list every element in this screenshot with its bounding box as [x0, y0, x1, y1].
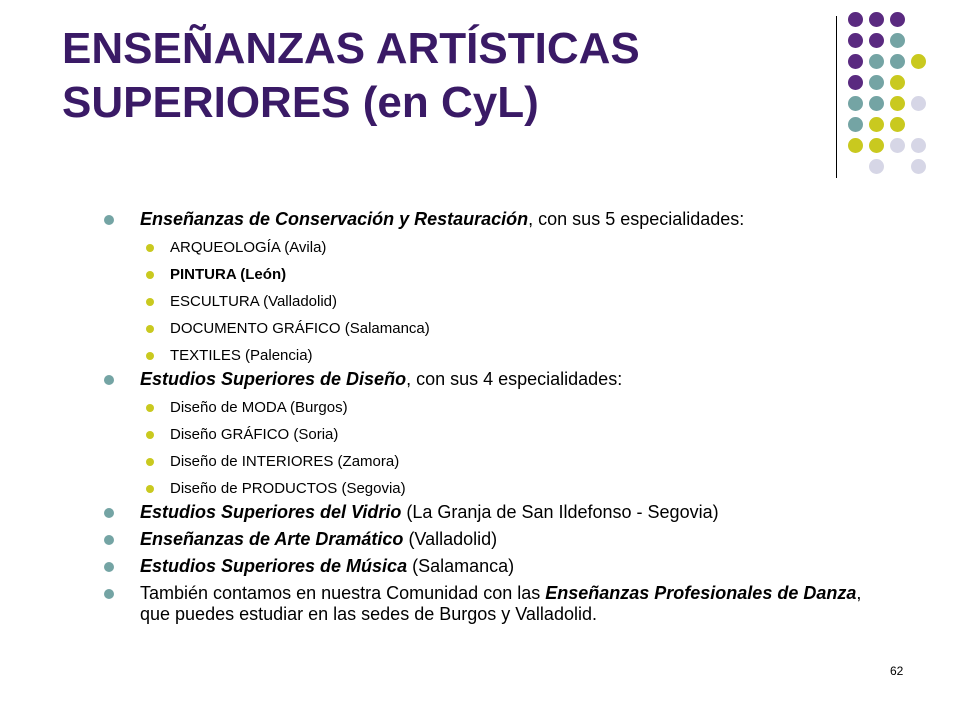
decorative-dot [848, 138, 863, 153]
item-heading: Enseñanzas de Arte Dramático [140, 529, 404, 549]
sub-item-label: ARQUEOLOGÍA (Avila) [170, 239, 327, 256]
item-heading: Estudios Superiores de Música [140, 556, 408, 576]
sub-bullet-icon [146, 485, 154, 493]
decorative-dot [869, 117, 884, 132]
sub-bullet-icon [146, 271, 154, 279]
sub-bullet-icon [146, 325, 154, 333]
decorative-dot [911, 159, 926, 174]
title-line-2: SUPERIORES (en CyL) [62, 78, 539, 127]
item-text: (Salamanca) [407, 556, 515, 576]
decorative-dot [890, 54, 905, 69]
decorative-dot [890, 33, 905, 48]
item-text: , que puedes estudiar en las sedes de Burgos y Valladolid. [140, 583, 862, 624]
sub-item-label: ESCULTURA (Valladolid) [170, 293, 337, 310]
list-item-vidrio [104, 502, 894, 523]
bullet-icon [104, 589, 114, 599]
bullet-icon [104, 562, 114, 572]
item-text: (La Granja de San Ildefonso - Segovia) [401, 502, 719, 522]
sub-item-label: Diseño de MODA (Burgos) [170, 399, 348, 416]
decorative-dot [848, 33, 863, 48]
sub-item-productos [104, 480, 894, 498]
sub-bullet-icon [146, 458, 154, 466]
bullet-icon [104, 508, 114, 518]
sub-bullet-icon [146, 352, 154, 360]
sub-item-label: TEXTILES (Palencia) [170, 347, 313, 364]
decorative-dot [869, 138, 884, 153]
decorative-dot [911, 54, 926, 69]
sub-item-arqueologia [104, 239, 894, 257]
sub-item-label: Diseño GRÁFICO (Soria) [170, 426, 339, 443]
list-item-musica [104, 556, 894, 577]
item-text: , con sus 5 especialidades: [528, 209, 745, 229]
sub-item-moda [104, 399, 894, 417]
sub-item-escultura [104, 293, 894, 311]
sub-item-interiores [104, 453, 894, 471]
list-item-conservacion [104, 209, 894, 230]
item-text: , con sus 4 especialidades: [406, 369, 623, 389]
decorative-dot [869, 96, 884, 111]
decorative-dot [890, 138, 905, 153]
sub-item-label: DOCUMENTO GRÁFICO (Salamanca) [170, 320, 430, 337]
sub-item-label: PINTURA (León) [170, 266, 287, 283]
sub-bullet-icon [146, 298, 154, 306]
bullet-icon [104, 375, 114, 385]
item-text: (Valladolid) [403, 529, 498, 549]
bullet-icon [104, 215, 114, 225]
item-heading: Estudios Superiores de Diseño [140, 369, 407, 389]
item-heading: Enseñanzas Profesionales de Danza [545, 583, 857, 603]
decorative-dot [869, 75, 884, 90]
decorative-dot [890, 12, 905, 27]
sub-item-documento-grafico [104, 320, 894, 338]
decorative-dot [848, 12, 863, 27]
decorative-dot [848, 75, 863, 90]
slide-title [62, 22, 802, 130]
bullet-list [104, 205, 894, 625]
decorative-dot [869, 12, 884, 27]
decorative-dot [848, 54, 863, 69]
decorative-dot [869, 54, 884, 69]
decorative-dot [911, 96, 926, 111]
decorative-dot [890, 96, 905, 111]
decorative-dot-grid [848, 12, 958, 162]
sub-item-pintura [104, 266, 894, 284]
decorative-dot [848, 117, 863, 132]
sub-bullet-icon [146, 431, 154, 439]
item-heading: Estudios Superiores del Vidrio [140, 502, 402, 522]
sub-item-grafico [104, 426, 894, 444]
list-item-diseno [104, 369, 894, 390]
sub-bullet-icon [146, 244, 154, 252]
decorative-dot [890, 117, 905, 132]
page-number: 62 [890, 664, 904, 678]
sub-bullet-icon [146, 404, 154, 412]
title-divider-line [836, 16, 837, 178]
decorative-dot [869, 159, 884, 174]
sub-item-textiles [104, 347, 894, 365]
list-item-danza [104, 583, 894, 625]
item-text-intro: También contamos en nuestra Comunidad con las [140, 583, 546, 603]
decorative-dot [869, 33, 884, 48]
decorative-dot [890, 75, 905, 90]
bullet-icon [104, 535, 114, 545]
decorative-dot [848, 96, 863, 111]
decorative-dot [911, 138, 926, 153]
sub-item-label: Diseño de PRODUCTOS (Segovia) [170, 480, 406, 497]
list-item-arte-dramatico [104, 529, 894, 550]
item-heading: Enseñanzas de Conservación y Restauración [140, 209, 529, 229]
title-line-1: ENSEÑANZAS ARTÍSTICAS [62, 24, 640, 73]
sub-item-label: Diseño de INTERIORES (Zamora) [170, 453, 400, 470]
